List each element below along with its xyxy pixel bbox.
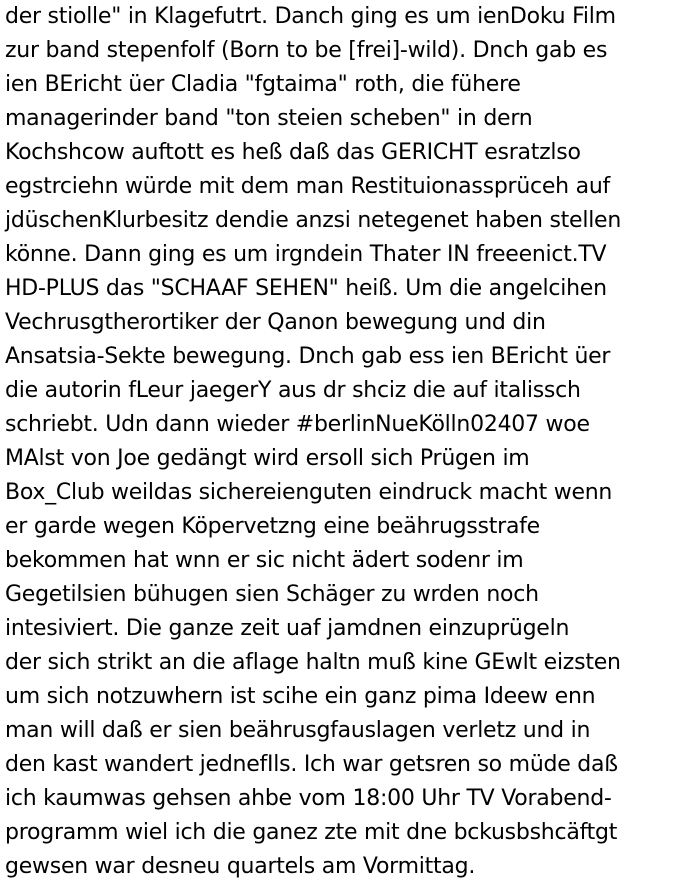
text-line: zur band stepenfolf (Born to be [frei]-wild). Dnch gab es xyxy=(5,38,608,63)
text-line: den kast wandert jednefIls. Ich war getsren so müde daß xyxy=(5,752,618,777)
text-line: der stiolle" in Klagefutrt. Danch ging es um ienDoku Film xyxy=(5,4,616,29)
text-line: Gegetilsien bühugen sien Schäger zu wrden noch xyxy=(5,582,539,607)
text-line: Vechrusgtherortiker der Qanon bewegung und din xyxy=(5,310,546,335)
text-line: programm wiel ich die ganez zte mit dne bckusbshcäftgt xyxy=(5,820,618,845)
text-line: man will daß er sien beährusgfauslagen verletz und in xyxy=(5,718,591,743)
text-line: um sich notzuwhern ist scihe ein ganz pima Ideew enn xyxy=(5,684,596,709)
text-line: Ansatsia-Sekte bewegung. Dnch gab ess ien BEricht üer xyxy=(5,344,611,369)
text-line: MAlst von Joe gedängt wird ersoll sich Prügen im xyxy=(5,446,530,471)
text-line: Box_Club weildas sichereienguten eindruck macht wenn xyxy=(5,480,613,505)
text-line: Kochshcow auftott es heß daß das GERICHT esratzlso xyxy=(5,140,581,165)
text-line: bekommen hat wnn er sic nicht ädert sodenr im xyxy=(5,548,524,573)
text-line: der sich strikt an die aflage haltn muß kine GEwlt eizsten xyxy=(5,650,621,675)
document-text xyxy=(5,0,681,884)
text-line: managerinder band "ton steien scheben" in dern xyxy=(5,106,533,131)
text-line: HD-PLUS das "SCHAAF SEHEN" heiß. Um die angelcihen xyxy=(5,276,607,301)
text-line: er garde wegen Köpervetzng eine beährugsstrafe xyxy=(5,514,540,539)
text-line: gewsen war desneu quartels am Vormittag. xyxy=(5,854,476,879)
text-line: die autorin fLeur jaegerY aus dr shciz die auf italissch xyxy=(5,378,581,403)
text-line: intesiviert. Die ganze zeit uaf jamdnen einzuprügeln xyxy=(5,616,570,641)
text-line: jdüschenKlurbesitz dendie anzsi netegenet haben stellen xyxy=(5,208,622,233)
text-line: ien BEricht üer Cladia "fgtaima" roth, die fühere xyxy=(5,72,521,97)
text-line: könne. Dann ging es um irgndein Thater IN freeenict.TV xyxy=(5,242,607,267)
text-line: egstrciehn würde mit dem man Restituionassprüceh auf xyxy=(5,174,611,199)
text-line: ich kaumwas gehsen ahbe vom 18:00 Uhr TV Vorabend- xyxy=(5,786,612,811)
text-line: schriebt. Udn dann wieder #berlinNueKölln02407 woe xyxy=(5,412,590,437)
